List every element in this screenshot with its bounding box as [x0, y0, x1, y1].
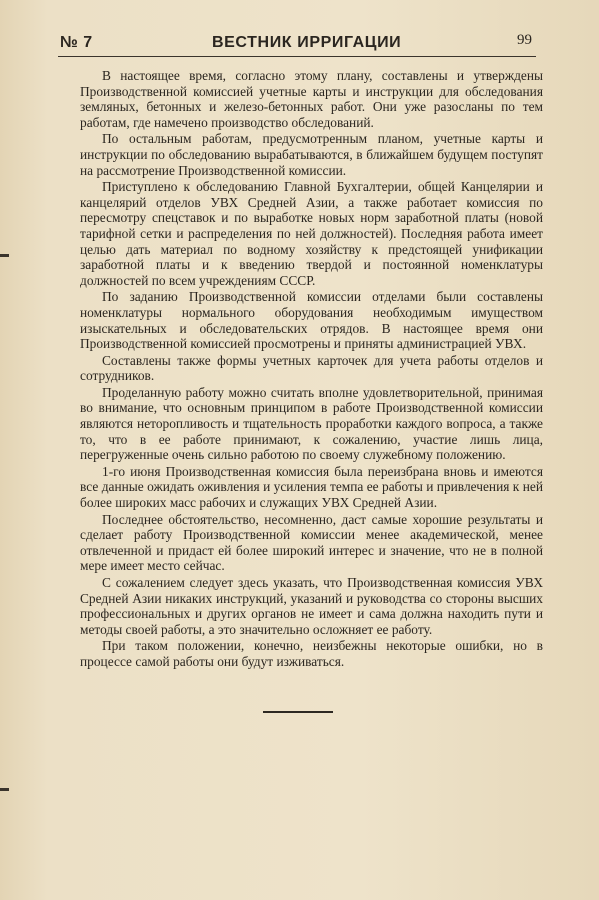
paragraph: Проделанную работу можно считать вполне удовлетворительной, принимая во внимание, что основным принципом в работе Производственной комиссии являются неторопливость и тщательность проработки каждого вопроса, а также то, что в ее работе принимают, к сожалению, участие лишь лица, перегруженные очень сильно работою по своему служебному положению. — [80, 384, 543, 463]
paragraph: Приступлено к обследованию Главной Бухгалтерии, общей Канцелярии и канцелярий отделов УВХ Средней Азии, а также работает комиссия по пересмотру спецставок и по выработке новых норм заработной платы (новой тарифной сетки и распределения по ней должностей). Последняя работа имеет целью дать материал по водному хозяйству к предстоящей унификации заработной платы и к введению твердой и постоянной номенклатуры должностей по всем учреждениям СССР. — [80, 179, 543, 288]
issue-number: № 7 — [60, 34, 93, 51]
paragraph: С сожалением следует здесь указать, что Производственная комиссия УВХ Средней Азии никаких инструкций, указаний и руководства со стороны высших профессиональных и других органов не имеет и сама должна находить пути и методы своей работы, а это значительно осложняет ее работу. — [80, 575, 543, 637]
end-of-article-rule — [263, 711, 333, 713]
journal-title: ВЕСТНИК ИРРИГАЦИИ — [212, 34, 402, 51]
page-number: 99 — [517, 32, 532, 48]
paragraph: 1-го июня Производственная комиссия была переизбрана вновь и имеются все данные ожидать оживления и усиления темпа ее работы и привлечения к ней более широких масс рабочих и служащих УВХ Средней Азии. — [80, 463, 543, 511]
binding-mark — [0, 788, 9, 791]
paragraph: Последнее обстоятельство, несомненно, даст самые хорошие результаты и сделает работу Производственной комиссии менее академической, менее отвлеченной и придаст ей более широкий интерес и значение, что не в полной мере имеет место сейчас. — [80, 511, 543, 574]
paragraph: По остальным работам, предусмотренным планом, учетные карты и инструкции по обследованию вырабатываются, в ближайшем будущем поступят на рассмотрение Производственной комиссии. — [80, 131, 543, 178]
binding-mark — [0, 254, 9, 257]
article-body — [80, 68, 543, 670]
paragraph: Составлены также формы учетных карточек для учета работы отделов и сотрудников. — [80, 352, 543, 384]
paragraph: По заданию Производственной комиссии отделами были составлены номенклатуры нормального оборудования необходимым имуществом изыскательных и обследовательских отрядов. В настоящее время они Производственной комиссией просмотрены и приняты администрацией УВХ. — [80, 289, 543, 352]
page-header — [60, 30, 532, 54]
header-rule — [58, 56, 536, 57]
paragraph: В настоящее время, согласно этому плану, составлены и утверждены Производственной комиссией учетные карты и инструкции для обследования земляных, бетонных и железо-бетонных работ. Они уже разосланы по тем работам, где намечено производство обследований. — [80, 68, 543, 130]
paragraph: При таком положении, конечно, неизбежны некоторые ошибки, но в процессе самой работы они будут изживаться. — [80, 638, 543, 669]
